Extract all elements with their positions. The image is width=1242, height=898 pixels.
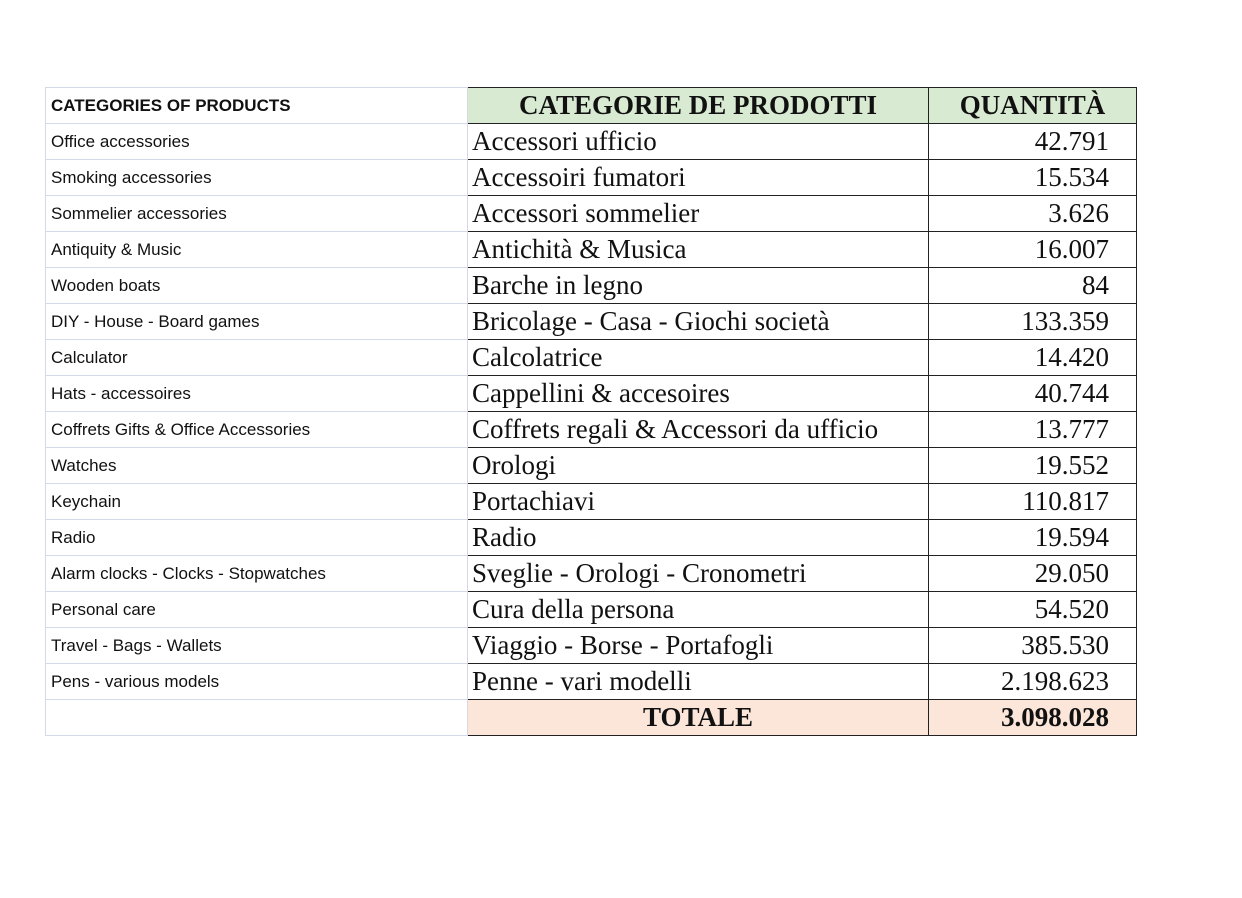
cell-english: Wooden boats: [46, 268, 468, 304]
cell-italian: Cappellini & accesoires: [468, 376, 929, 412]
cell-italian: Cura della persona: [468, 592, 929, 628]
cell-english: Personal care: [46, 592, 468, 628]
cell-quantity: 84: [929, 268, 1137, 304]
table-row: [46, 556, 1137, 592]
total-label: TOTALE: [468, 700, 929, 736]
cell-english: Travel - Bags - Wallets: [46, 628, 468, 664]
cell-quantity: 15.534: [929, 160, 1137, 196]
cell-quantity: 16.007: [929, 232, 1137, 268]
table-row: [46, 304, 1137, 340]
cell-quantity: 13.777: [929, 412, 1137, 448]
table-row: [46, 232, 1137, 268]
cell-italian: Coffrets regali & Accessori da ufficio: [468, 412, 929, 448]
cell-quantity: 385.530: [929, 628, 1137, 664]
cell-english: DIY - House - Board games: [46, 304, 468, 340]
cell-quantity: 3.626: [929, 196, 1137, 232]
table-row: [46, 484, 1137, 520]
header-italian: CATEGORIE DE PRODOTTI: [468, 88, 929, 124]
cell-english: Smoking accessories: [46, 160, 468, 196]
cell-italian: Accessori ufficio: [468, 124, 929, 160]
cell-english: Pens - various models: [46, 664, 468, 700]
cell-quantity: 133.359: [929, 304, 1137, 340]
cell-italian: Portachiavi: [468, 484, 929, 520]
cell-quantity: 42.791: [929, 124, 1137, 160]
total-row: [46, 700, 1137, 736]
cell-quantity: 110.817: [929, 484, 1137, 520]
table-row: [46, 124, 1137, 160]
cell-quantity: 2.198.623: [929, 664, 1137, 700]
cell-english: Antiquity & Music: [46, 232, 468, 268]
cell-english: Alarm clocks - Clocks - Stopwatches: [46, 556, 468, 592]
product-categories-table: [45, 87, 1137, 736]
cell-italian: Barche in legno: [468, 268, 929, 304]
header-row: [46, 88, 1137, 124]
cell-english: Sommelier accessories: [46, 196, 468, 232]
table-row: [46, 196, 1137, 232]
cell-quantity: 14.420: [929, 340, 1137, 376]
cell-english: Watches: [46, 448, 468, 484]
cell-quantity: 19.552: [929, 448, 1137, 484]
table-row: [46, 520, 1137, 556]
table-row: [46, 664, 1137, 700]
table-row: [46, 412, 1137, 448]
cell-quantity: 40.744: [929, 376, 1137, 412]
cell-quantity: 54.520: [929, 592, 1137, 628]
cell-italian: Penne - vari modelli: [468, 664, 929, 700]
cell-italian: Accessoiri fumatori: [468, 160, 929, 196]
cell-italian: Accessori sommelier: [468, 196, 929, 232]
cell-english: Radio: [46, 520, 468, 556]
cell-english: Office accessories: [46, 124, 468, 160]
table-row: [46, 448, 1137, 484]
cell-quantity: 29.050: [929, 556, 1137, 592]
table-row: [46, 592, 1137, 628]
cell-english: Keychain: [46, 484, 468, 520]
cell-quantity: 19.594: [929, 520, 1137, 556]
header-quantity: QUANTITÀ: [929, 88, 1137, 124]
cell-english: Calculator: [46, 340, 468, 376]
table-row: [46, 628, 1137, 664]
cell-italian: Radio: [468, 520, 929, 556]
cell-italian: Calcolatrice: [468, 340, 929, 376]
cell-english: Coffrets Gifts & Office Accessories: [46, 412, 468, 448]
cell-english-empty: [46, 700, 468, 736]
cell-italian: Orologi: [468, 448, 929, 484]
table-row: [46, 160, 1137, 196]
cell-english: Hats - accessoires: [46, 376, 468, 412]
table-row: [46, 340, 1137, 376]
cell-italian: Bricolage - Casa - Giochi società: [468, 304, 929, 340]
cell-italian: Antichità & Musica: [468, 232, 929, 268]
cell-italian: Sveglie - Orologi - Cronometri: [468, 556, 929, 592]
total-value: 3.098.028: [929, 700, 1137, 736]
cell-italian: Viaggio - Borse - Portafogli: [468, 628, 929, 664]
header-english: CATEGORIES OF PRODUCTS: [46, 88, 468, 124]
table-row: [46, 376, 1137, 412]
table-row: [46, 268, 1137, 304]
